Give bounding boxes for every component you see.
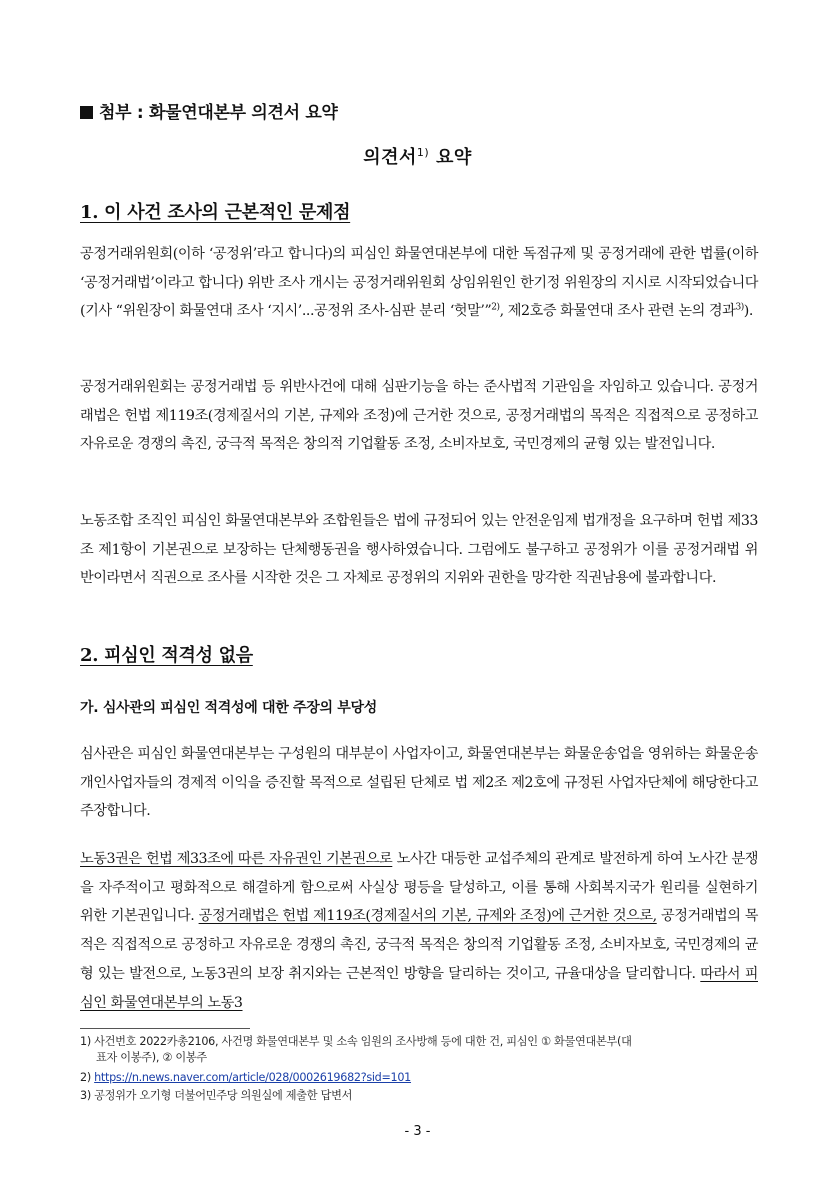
footnote-ref-2: 2)	[491, 302, 500, 313]
section-1-heading: 1. 이 사건 조사의 근본적인 문제점	[80, 202, 351, 223]
section-2-paragraph-1: 심사관은 피심인 화물연대본부는 구성원의 대부분이 사업자이고, 화물연대본부는 화물운송업을 영위하는 화물운송 개인사업자들의 경제적 이익을 증진할 목적으로 설립된 단체로 법 제2조 제2호에 규정된 사업자단체에 해당한다고 주장합니다.	[80, 746, 758, 820]
footnote-2: 2) https://n.news.naver.com/article/028/0002619682?sid=101	[80, 1071, 412, 1084]
square-bullet-icon	[80, 106, 93, 119]
underlined-phrase-3: 따라서 피심인 화물연대본부의 노동3	[80, 965, 758, 1011]
footnote-1: 1) 사건번호 2022카총2106, 사건명 화물연대본부 및 소속 임원의 조사방해 등에 대한 건, 피심인 ① 화물연대본부(대 표자 이봉주), ② 이봉주	[80, 1035, 632, 1064]
footnote-ref-3: 3)	[735, 302, 744, 313]
footnote-2-link[interactable]: https://n.news.naver.com/article/028/0002619682?sid=101	[94, 1071, 412, 1084]
footnote-3: 3) 공정위가 오기형 더불어민주당 의원실에 제출한 답변서	[80, 1089, 353, 1102]
footnote-ref-1: 1)	[416, 146, 430, 159]
section-2-heading: 2. 피심인 적격성 없음	[80, 645, 253, 666]
underlined-phrase-1: 노동3권은 헌법 제33조에 따른 자유권인 기본권으로	[80, 851, 393, 867]
document-title: 의견서$^{1)}$ 요약	[363, 146, 472, 168]
underlined-phrase-2: 공정거래법은 헌법 제119조(경제질서의 기본, 규제와 조정)에 근거한 것으로,	[198, 908, 657, 925]
page-number: - 3 -	[404, 1124, 431, 1139]
section-1-paragraph-3: 노동조합 조직인 피심인 화물연대본부와 조합원들은 법에 규정되어 있는 안전운임제 법개정을 요구하며 헌법 제33조 제1항이 기본권으로 보장하는 단체행동권을 행사하였습니다. 그럼에도 불구하고 공정위가 이를 공정거래법 위반이라면서 직권으로 조사를 시작한 것은 그 자체로 공정위의 지위와 권한을 망각한 직권남용에 불과합니다.	[80, 513, 758, 587]
section-2-paragraph-2: 노동3권은 헌법 제33조에 따른 자유권인 기본권으로 노사간 대등한 교섭주체의 관계로 발전하게 하여 노사간 분쟁을 자주적이고 평화적으로 해결하게 함으로써 사실상 평등을 달성하고, 이를 통해 사회복지국가 원리를 실현하기 위한 기본권입니다. 공정거래법은 헌법 제119조(경제질서의 기본, 규제와 조정)에 근거한 것으로, 공정거래법의 목적은 직접적으로 공정하고 자유로운 경쟁의 촉진, 궁극적 목적은 창의적 기업활동 조정, 소비자보호, 국민경제의 균형 있는 발전으로, 노동3권의 보장 취지와는 근본적인 방향을 달리하는 것이고, 규율대상을 달리합니다. 따라서 피심인 화물연대본부의 노동3	[80, 851, 759, 1011]
section-1-paragraph-1: 공정거래위원회(이하 ‘공정위’라고 합니다)의 피심인 화물연대본부에 대한 독점규제 및 공정거래에 관한 법률(이하 ‘공정거래법’이라고 합니다) 위반 조사 개시는 공정거래위원회 상임위원인 한기정 위원장의 지시로 시작되었습니다(기사 “위원장이 화물연대 조사 ‘지시’...공정위 조사-심판 분리 ‘헛말’”$^{2)}$, 제2호증 화물연대 조사 관련 논의 경과$^{3)}$).	[80, 246, 758, 320]
section-1-paragraph-2: 공정거래위원회는 공정거래법 등 위반사건에 대해 심판기능을 하는 준사법적 기관임을 자임하고 있습니다. 공정거래법은 헌법 제119조(경제질서의 기본, 규제와 조정)에 근거한 것으로, 공정거래법의 목적은 직접적으로 공정하고 자유로운 경쟁의 촉진, 궁극적 목적은 창의적 기업활동 조정, 소비자보호, 국민경제의 균형 있는 발전입니다.	[80, 379, 758, 453]
section-2-subheading: 가. 심사관의 피심인 적격성에 대한 주장의 부당성	[80, 700, 377, 716]
footnote-divider	[80, 1028, 250, 1029]
attachment-heading: 첨부 : 화물연대본부 의견서 요약	[80, 98, 338, 123]
